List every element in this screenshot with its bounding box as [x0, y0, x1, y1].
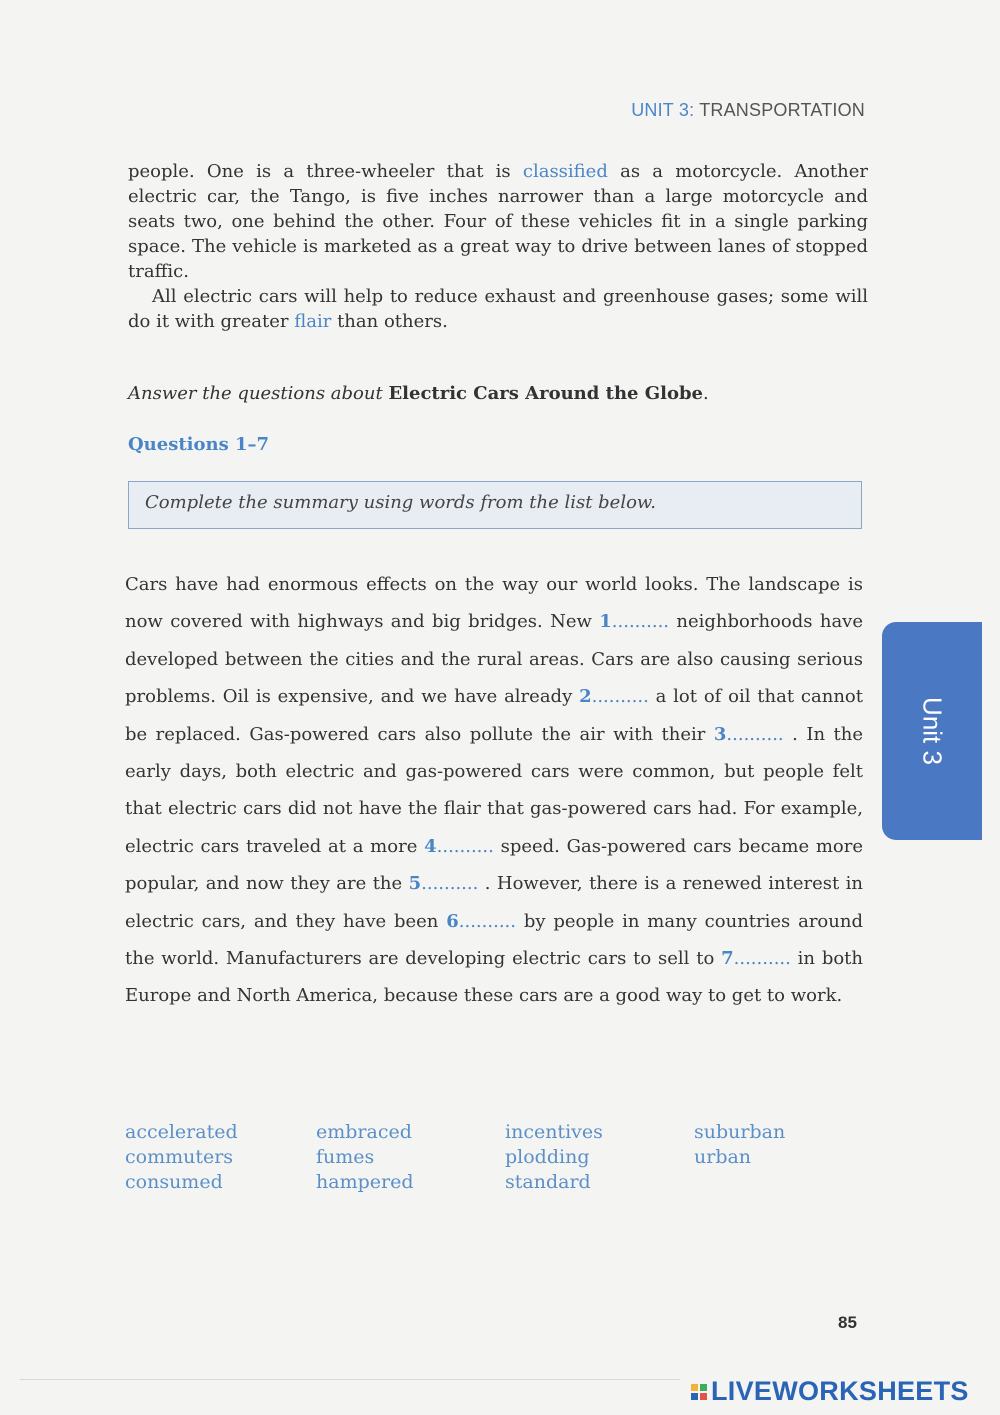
instruction-box	[128, 481, 862, 529]
word-list-column-2	[316, 1120, 413, 1195]
word-option[interactable]: consumed	[125, 1171, 223, 1193]
word-option[interactable]: standard	[505, 1171, 591, 1193]
word-option[interactable]: fumes	[316, 1146, 375, 1168]
vocab-word-classified: classified	[522, 161, 608, 182]
word-option[interactable]: hampered	[316, 1171, 414, 1193]
vocab-word-flair: flair	[294, 311, 332, 332]
blank-4[interactable]: 4..........	[424, 835, 494, 857]
blank-5[interactable]: 5..........	[408, 873, 479, 895]
running-header	[631, 100, 865, 121]
reading-passage-end	[128, 159, 868, 334]
blank-7[interactable]: 7..........	[721, 948, 791, 970]
page-number: 85	[838, 1313, 857, 1332]
logo-square	[690, 1392, 699, 1401]
article-title: Electric Cars Around the Globe	[388, 383, 703, 404]
footer-divider	[20, 1379, 680, 1380]
logo-square	[690, 1383, 699, 1392]
word-option[interactable]: accelerated	[125, 1121, 238, 1143]
word-option[interactable]: embraced	[316, 1121, 412, 1143]
blank-2[interactable]: 2..........	[579, 686, 649, 708]
logo-square	[699, 1383, 708, 1392]
word-option[interactable]: incentives	[505, 1121, 603, 1143]
passage-paragraph: All electric cars will help to reduce exhaust and greenhouse gases; some will do it with greater flair than others.	[128, 286, 868, 332]
header-unit: UNIT 3:	[631, 100, 695, 120]
word-option[interactable]: commuters	[125, 1146, 234, 1168]
blank-3[interactable]: 3..........	[713, 723, 784, 745]
liveworksheets-logo-icon	[690, 1383, 708, 1401]
blank-1[interactable]: 1..........	[599, 611, 670, 633]
logo-square	[699, 1392, 708, 1401]
word-option[interactable]: suburban	[694, 1121, 786, 1143]
questions-heading: Questions 1–7	[128, 434, 270, 455]
word-option[interactable]: urban	[694, 1146, 752, 1168]
word-list-column-1	[125, 1120, 238, 1195]
liveworksheets-logo-text: LIVEWORKSHEETS	[711, 1376, 969, 1406]
header-title: TRANSPORTATION	[699, 100, 865, 120]
unit-side-tab	[882, 622, 982, 840]
unit-side-tab-label: Unit 3	[917, 697, 948, 765]
liveworksheets-logo[interactable]	[690, 1376, 969, 1407]
passage-paragraph: people. One is a three-wheeler that is classified as a motorcycle. Another electric car, the Tango, is five inches narrower than a large motorcycle and seats two, one behind the other. Four of these vehicles fit in a single parking space. The vehicle is marketed as a great way to drive between lanes of stopped traffic.	[128, 161, 868, 282]
task-instruction: Answer the questions about Electric Cars Around the Globe.	[128, 383, 709, 404]
blank-6[interactable]: 6..........	[446, 910, 516, 932]
summary-text: Cars have had enormous effects on the way our world looks. The landscape is now covered with highways and big bridges. New 1.......... neighborhoods have developed between the cities and the rural areas. Cars are also causing serious problems. Oil is expensive, and we have already 2.......... a lot of oil that cannot be replaced. Gas-powered cars also pollute the air with their 3.......... . In the early days, both electric and gas-powered cars were common, but people felt that electric cars did not have the flair that gas-powered cars had. For example, electric cars traveled at a more 4.......... speed. Gas-powered cars became more popular, and now they are the 5.......... . However, there is a renewed interest in electric cars, and they have been 6.......... by people in many countries around the world. Manufacturers are developing electric cars to sell to 7.......... in both Europe and North America, because these cars are a good way to get to work.	[125, 574, 864, 1007]
word-list-column-3	[505, 1120, 603, 1195]
word-list-column-4	[694, 1120, 785, 1170]
instruction-box-text: Complete the summary using words from the list below.	[145, 492, 656, 513]
word-option[interactable]: plodding	[505, 1146, 590, 1168]
